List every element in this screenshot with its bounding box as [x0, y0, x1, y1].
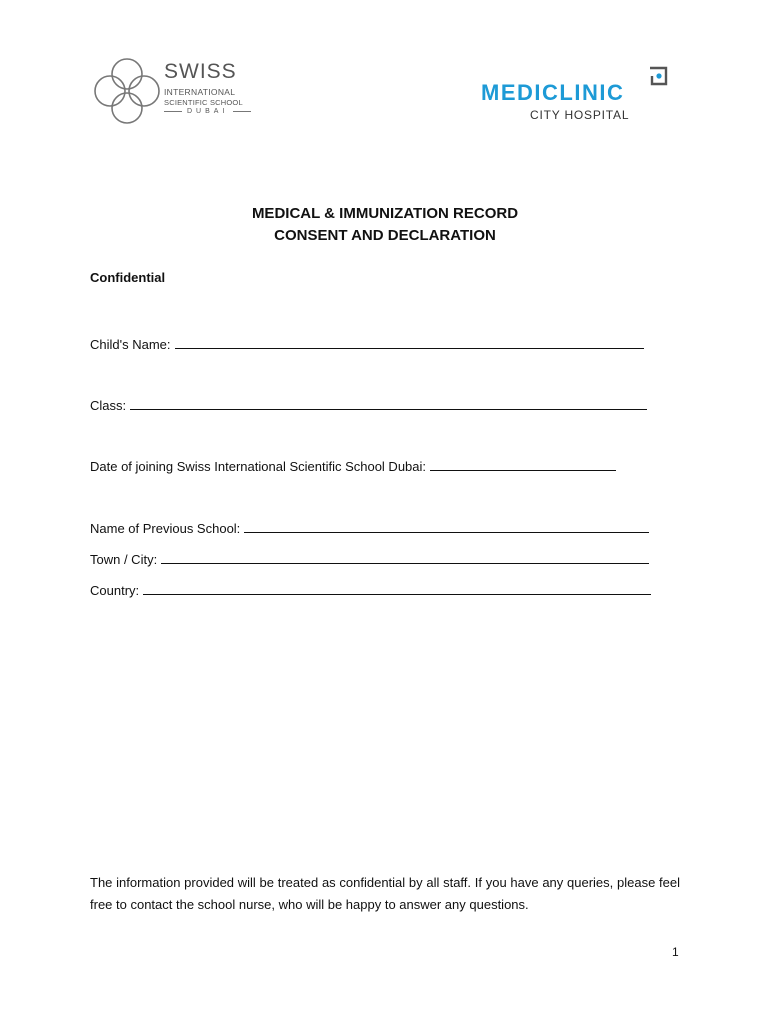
divider	[233, 111, 251, 112]
school-city-label: DUBAI	[187, 108, 229, 115]
document-subtitle: CONSENT AND DECLARATION	[274, 227, 496, 244]
joining-date-field[interactable]	[90, 454, 638, 474]
country-line[interactable]	[143, 593, 651, 595]
country-field[interactable]	[90, 578, 651, 598]
school-city	[164, 108, 251, 115]
page-number: 1	[672, 945, 679, 959]
hospital-name: MEDICLINIC	[481, 80, 625, 105]
town-city-label: Town / City:	[90, 552, 158, 567]
joining-date-line[interactable]	[430, 469, 616, 471]
school-rings-icon	[92, 56, 162, 126]
document-title: MEDICAL & IMMUNIZATION RECORD	[251, 205, 519, 222]
mediclinic-mark-icon	[648, 66, 668, 86]
country-label: Country:	[90, 583, 140, 598]
hospital-logo	[478, 66, 678, 122]
confidentiality-note: The information provided will be treated as confidential by all staff. If you have any queries, please feel free to contact the school nurse, who will be happy to answer any questions.	[90, 875, 680, 912]
child-name-label: Child's Name:	[90, 337, 171, 352]
school-name-line3: SCIENTIFIC SCHOOL	[164, 98, 243, 107]
town-city-line[interactable]	[161, 562, 649, 564]
class-line[interactable]	[130, 408, 647, 410]
school-logo	[92, 56, 252, 126]
confidential-label: Confidential	[90, 270, 166, 285]
previous-school-label: Name of Previous School:	[90, 521, 241, 536]
town-city-field[interactable]	[90, 547, 649, 567]
class-label: Class:	[90, 398, 127, 413]
child-name-field[interactable]	[90, 332, 644, 352]
child-name-line[interactable]	[175, 347, 644, 349]
divider	[164, 111, 182, 112]
class-field[interactable]	[90, 393, 647, 413]
school-name: SWISS	[164, 60, 237, 83]
previous-school-field[interactable]	[90, 516, 649, 536]
joining-date-label: Date of joining Swiss International Scientific School Dubai:	[90, 459, 427, 474]
school-name-line2: INTERNATIONAL	[164, 87, 236, 97]
previous-school-line[interactable]	[244, 531, 649, 533]
hospital-subtitle: CITY HOSPITAL	[530, 108, 630, 122]
